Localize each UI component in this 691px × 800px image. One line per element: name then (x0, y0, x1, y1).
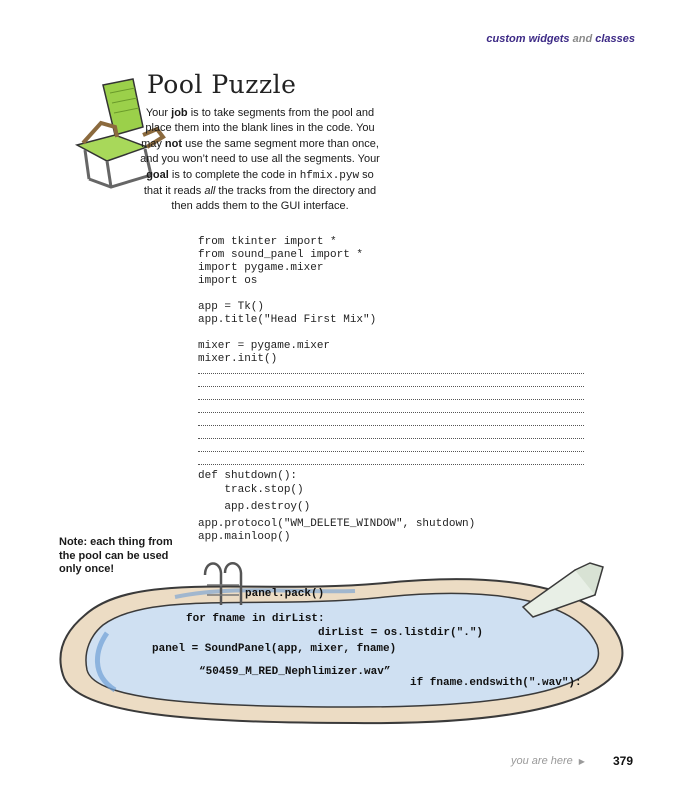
blank-line[interactable] (198, 464, 584, 465)
intro-goal: goal (146, 168, 169, 181)
code-line: from sound_panel import * (198, 249, 364, 261)
pool-segment[interactable]: panel = SoundPanel(app, mixer, fname) (152, 643, 397, 655)
triangle-right-icon: ▶ (578, 757, 585, 766)
blank-line[interactable] (198, 373, 584, 374)
code-line: app = Tk() (198, 301, 265, 313)
blank-line[interactable] (198, 451, 584, 452)
code-line: track.stop() (198, 484, 304, 496)
pool-segment[interactable]: panel.pack() (245, 588, 325, 600)
header-part-2: and (572, 33, 593, 45)
code-line: app.mainloop() (198, 531, 291, 543)
code-line: mixer.init() (198, 353, 278, 365)
code-line: from tkinter import * (198, 236, 337, 248)
code-line: app.title("Head First Mix") (198, 314, 377, 326)
intro-filename: hfmix.pyw (299, 169, 360, 182)
blank-line[interactable] (198, 386, 584, 387)
intro-not: not (164, 137, 183, 150)
intro-text-4: is to complete the code in (168, 168, 300, 181)
pool-segment[interactable]: “50459_M_RED_Nephlimizer.wav” (199, 666, 391, 678)
pool-segment[interactable]: dirList = os.listdir(".") (318, 627, 484, 639)
blank-line[interactable] (198, 425, 584, 426)
intro-text-6: the tracks from the directory and then adds them to the GUI interface. (171, 185, 377, 213)
code-line: def shutdown(): (198, 470, 298, 482)
intro-text-2: is to take segments from the pool and place them into the blank lines in the code. You may (141, 107, 375, 150)
blank-line[interactable] (198, 438, 584, 439)
footer-you-are-here (511, 755, 585, 767)
intro-job: job (171, 107, 188, 119)
code-line: app.protocol("WM_DELETE_WINDOW", shutdown) (198, 518, 476, 530)
pool-segment[interactable]: for fname in dirList: (186, 613, 325, 625)
blank-line[interactable] (198, 412, 584, 413)
intro-text-1: Your (145, 107, 172, 119)
running-header (486, 33, 635, 45)
header-part-1: custom widgets (486, 33, 570, 45)
intro-text-5: so that it reads (143, 168, 374, 198)
code-line: app.destroy() (198, 501, 311, 513)
header-part-3: classes (595, 33, 635, 45)
footer-text: you are here (511, 755, 573, 767)
code-line: import pygame.mixer (198, 262, 324, 274)
intro-all: all (204, 185, 216, 198)
intro-paragraph (140, 106, 380, 215)
intro-text-3: use the same segment more than once, and you won’t need to use all the segments. Your (140, 137, 380, 166)
note-text: Note: each thing from the pool can be used only once! (59, 536, 173, 575)
code-line: mixer = pygame.mixer (198, 340, 331, 352)
page-number: 379 (613, 754, 634, 768)
blank-line[interactable] (198, 399, 584, 400)
page-title: Pool Puzzle (147, 70, 297, 99)
code-line: import os (198, 275, 258, 287)
pool-segment[interactable]: if fname.endswith(".wav"): (410, 677, 582, 689)
